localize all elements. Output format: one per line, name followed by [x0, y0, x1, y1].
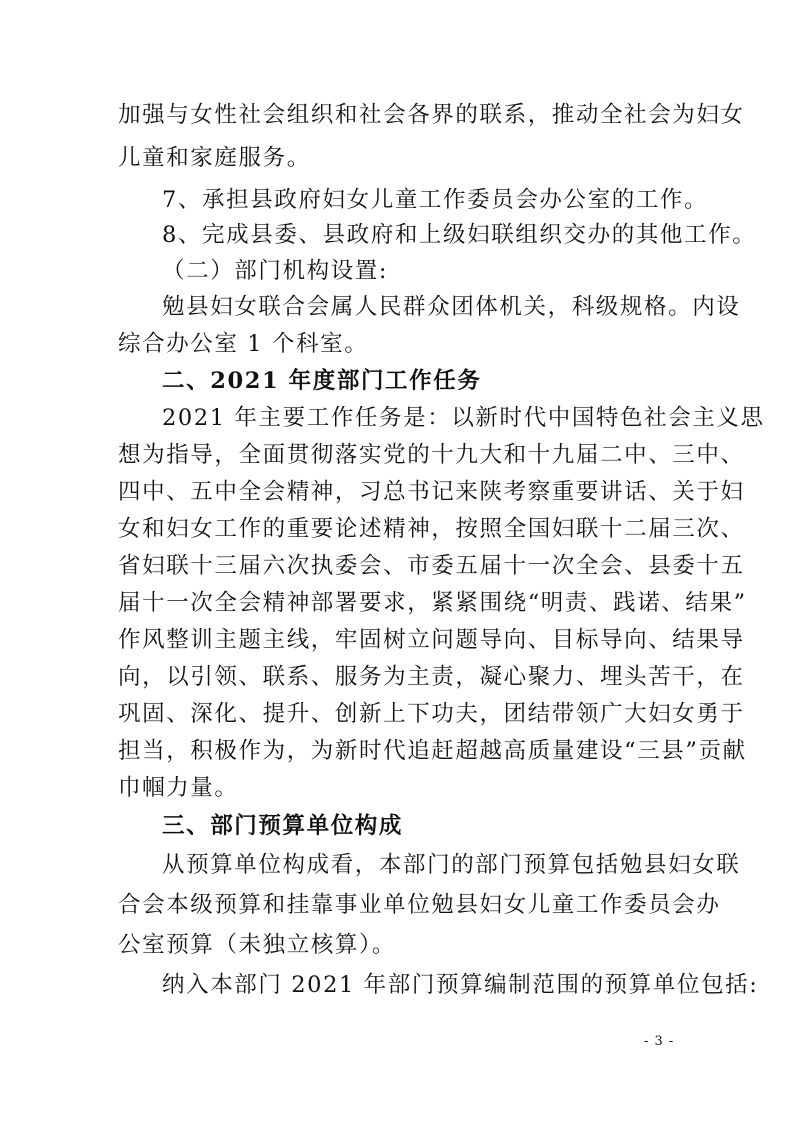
paragraph-line: 纳入本部门 2021 年部门预算编制范围的预算单位包括:: [162, 972, 759, 998]
section-heading: 二、2021 年度部门工作任务: [162, 368, 482, 394]
paragraph-line: 想为指导，全面贯彻落实党的十九大和十九届二中、三中、: [118, 442, 745, 468]
list-item: 8、完成县委、县政府和上级妇联组织交办的其他工作。: [162, 222, 757, 248]
list-item: 7、承担县政府妇女儿童工作委员会办公室的工作。: [162, 187, 709, 213]
paragraph-line: 届十一次全会精神部署要求，紧紧围绕“明责、践诺、结果”: [118, 590, 747, 616]
paragraph-line: 2021 年主要工作任务是：以新时代中国特色社会主义思: [162, 405, 765, 431]
paragraph-line: 综合办公室 1 个科室。: [118, 331, 369, 357]
paragraph-line: 省妇联十三届六次执委会、市委五届十一次全会、县委十五: [118, 553, 745, 579]
paragraph-line: 巩固、深化、提升、创新上下功夫，团结带领广大妇女勇于: [118, 701, 745, 727]
paragraph-line: 作风整训主题主线，牢固树立问题导向、目标导向、结果导: [118, 627, 745, 653]
page-number: - 3 -: [644, 1034, 675, 1049]
paragraph-line: 公室预算（未独立核算）。: [118, 932, 396, 958]
section-heading: 三、部门预算单位构成: [162, 813, 404, 839]
paragraph-line: 从预算单位构成看，本部门的部门预算包括勉县妇女联: [162, 852, 741, 878]
paragraph-line: 儿童和家庭服务。: [118, 145, 311, 171]
paragraph-line: 向，以引领、联系、服务为主责，凝心聚力、埋头苦干，在: [118, 664, 745, 690]
paragraph-line: 担当，积极作为，为新时代追赶超越高质量建设“三县”贡献: [118, 738, 747, 764]
section-subheading: （二）部门机构设置:: [162, 258, 389, 284]
paragraph-line: 女和妇女工作的重要论述精神，按照全国妇联十二届三次、: [118, 516, 745, 542]
paragraph-line: 巾帼力量。: [118, 775, 239, 801]
paragraph-line: 勉县妇女联合会属人民群众团体机关，科级规格。内设: [162, 294, 741, 320]
paragraph-line: 合会本级预算和挂靠事业单位勉县妇女儿童工作委员会办: [118, 892, 721, 918]
paragraph-line: 四中、五中全会精神，习总书记来陕考察重要讲话、关于妇: [118, 479, 745, 505]
paragraph-line: 加强与女性社会组织和社会各界的联系，推动全社会为妇女: [118, 102, 745, 128]
